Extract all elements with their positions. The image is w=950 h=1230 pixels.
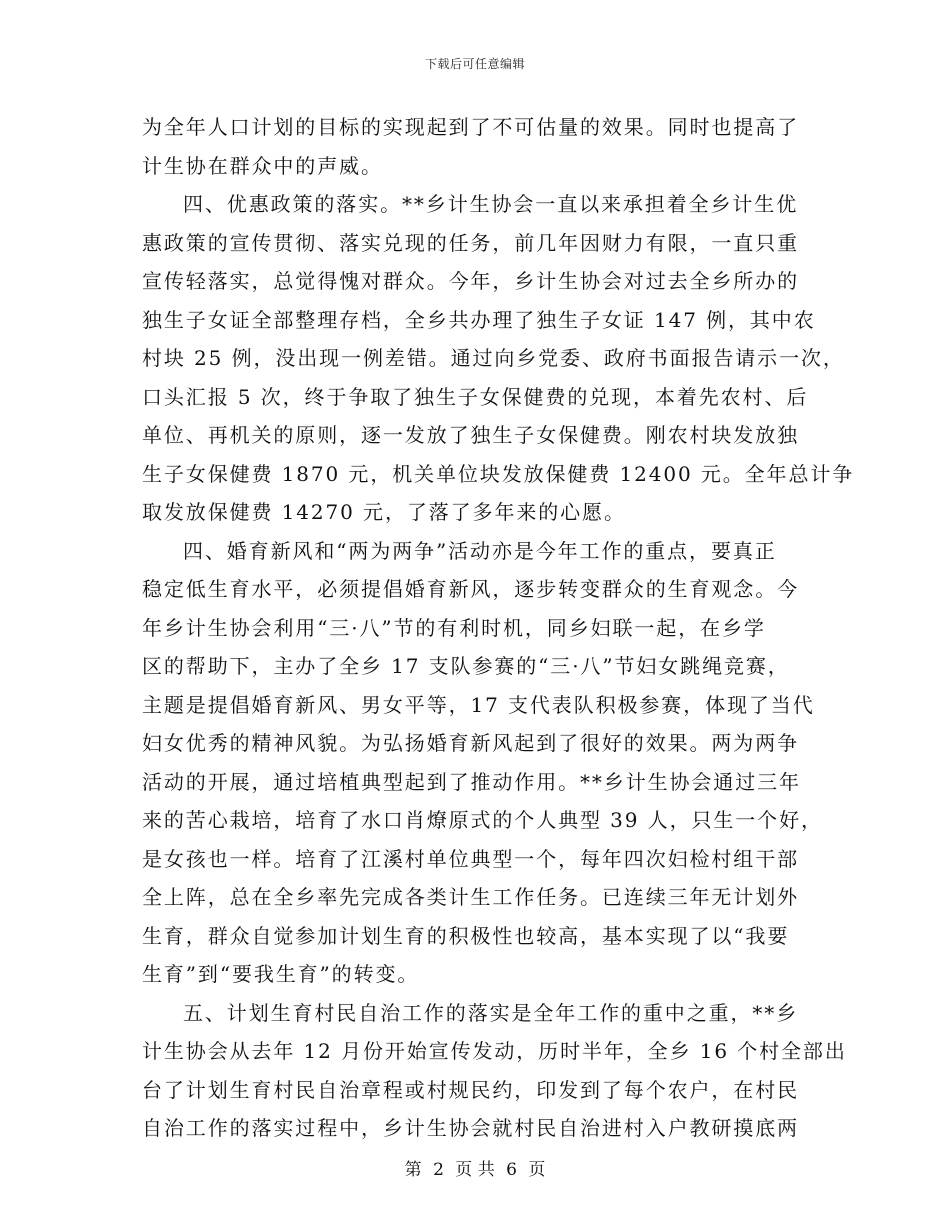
text-line: 妇女优秀的精神风貌。为弘扬婚育新风起到了很好的效果。两为两争 — [142, 731, 799, 755]
text-line: 自治工作的落实过程中，乡计生协会就村民自治进村入户教研摸底两 — [142, 1116, 799, 1140]
text-line: 区的帮助下，主办了全乡 17 支队参赛的“三·八”节妇女跳绳竞赛， — [142, 654, 790, 678]
page-footer — [0, 1155, 950, 1180]
page-header: 下载后可任意编辑 — [424, 57, 525, 71]
text-line: 生育，群众自觉参加计划生育的积极性也较高，基本实现了以“我要 — [142, 923, 790, 948]
page-number: 2 — [433, 1160, 444, 1180]
text-line: 为全年人口计划的目标的实现起到了不可估量的效果。同时也提高了 — [142, 115, 799, 139]
text-line: 生育”到“要我生育”的转变。 — [142, 962, 420, 986]
text-line: 宣传轻落实，总觉得愧对群众。今年，乡计生协会对过去全乡所办的 — [142, 269, 799, 293]
text-line: 村块 25 例，没出现一例差错。通过向乡党委、政府书面报告请示一次， — [142, 346, 845, 370]
paragraph-start-line: 四、婚育新风和“两为两争”活动亦是今年工作的重点，要真正 — [183, 538, 777, 563]
footer-prefix: 第 — [404, 1160, 422, 1180]
text-line: 单位、再机关的原则，逐一发放了独生子女保健费。刚农村块发放独 — [142, 423, 799, 447]
text-line: 台了计划生育村民自治章程或村规民约，印发到了每个农户，在村民 — [142, 1077, 799, 1102]
text-line: 来的苦心栽培，培育了水口肖燎原式的个人典型 39 人，只生一个好， — [142, 808, 823, 832]
text-line: 主题是提倡婚育新风、男女平等，17 支代表队积极参赛，体现了当代 — [142, 692, 815, 717]
text-line: 全上阵，总在全乡率先完成各类计生工作任务。已连续三年无计划外 — [142, 885, 799, 909]
text-line: 计生协在群众中的声威。 — [142, 153, 383, 178]
paragraph-start-line: 五、计划生育村民自治工作的落实是全年工作的重中之重，**乡 — [183, 1000, 799, 1025]
text-line: 惠政策的宣传贯彻、落实兑现的任务，前几年因财力有限，一直只重 — [142, 230, 799, 255]
text-line: 取发放保健费 14270 元，了落了多年来的心愿。 — [142, 500, 626, 524]
text-line: 是女孩也一样。培育了江溪村单位典型一个，每年四次妇检村组干部 — [142, 846, 799, 871]
text-line: 口头汇报 5 次，终于争取了独生子女保健费的兑现，本着先农村、后 — [142, 384, 809, 409]
document-body — [142, 108, 855, 1148]
text-line: 年乡计生协会利用“三·八”节的有利时机，同乡妇联一起，在乡学 — [142, 615, 766, 640]
text-line: 独生子女证全部整理存档，全乡共办理了独生子女证 147 例，其中农 — [142, 307, 816, 332]
text-line: 生子女保健费 1870 元，机关单位块发放保健费 12400 元。全年总计争 — [142, 461, 855, 486]
text-line: 计生协会从去年 12 月份开始宣传发动，历时半年，全乡 16 个村全部出 — [142, 1039, 847, 1063]
page-total: 6 — [506, 1160, 517, 1180]
footer-middle: 页 共 — [455, 1160, 495, 1180]
footer-suffix: 页 — [528, 1160, 546, 1180]
text-line: 稳定低生育水平，必须提倡婚育新风，逐步转变群众的生育观念。今 — [142, 577, 799, 601]
paragraph-start-line: 四、优惠政策的落实。**乡计生协会一直以来承担着全乡计生优 — [183, 192, 799, 216]
text-line: 活动的开展，通过培植典型起到了推动作用。**乡计生协会通过三年 — [142, 769, 801, 794]
